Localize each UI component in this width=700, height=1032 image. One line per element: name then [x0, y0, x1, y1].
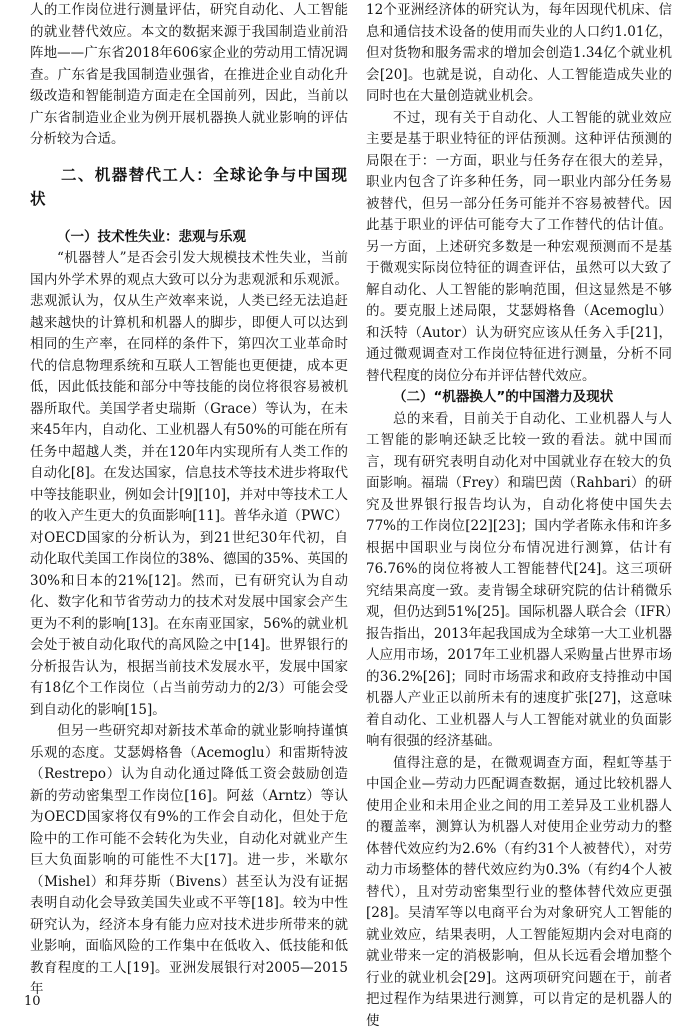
left-paragraph-0: 人的工作岗位进行测量评估，研究自动化、人工智能的就业替代效应。本文的数据来源于我国制造业前沿阵地——广东省2018年606家企业的劳动用工情况调查。广东省是我国制造业强省，在推进企业自动化升级改造和智能制造方面走在全国前列，因此，当前以广东省制造业企业为例开展机器换人就业影响的评估分析较为合适。 [30, 0, 348, 151]
left-paragraph-2: 但另一些研究却对新技术革命的就业影响持谨慎乐观的态度。艾瑟姆格鲁（Acemoglu）和雷斯特波（Restrepo）认为自动化通过降低工资会鼓励创造新的劳动密集型工作岗位[16]。阿兹（Arntz）等认为OECD国家将仅有9%的工作会自动化，但处于危险中的工作可能不会转化为失业，自动化对就业产生巨大负面影响的可能性不大[17]。进一步，米歇尔（Mishel）和拜芬斯（Bivens）甚至认为没有证据表明自动化会导致美国失业或不平等[18]。较为中性研究认为，经济本身有能力应对技术进步所带来的就业影响，面临风险的工作集中在低收入、低技能和低教育程度的工人[19]。亚洲发展银行对2005—2015年 [30, 721, 348, 1001]
right-paragraph-2: 总的来看，目前关于自动化、工业机器人与人工智能的影响还缺乏比较一致的看法。就中国而言，现有研究表明自动化对中国就业存在较大的负面影响。福瑞（Frey）和瑞巴茵（Rahbari）的研究及世界银行报告均认为，自动化将使中国失去77%的工作岗位[22][23]；国内学者陈永伟和许多根据中国职业与岗位分布情况进行测算，估计有76.76%的岗位将被人工智能替代[24]。这三项研究结果高度一致。麦肯锡全球研究院的估计稍微乐观，但仍达到51%[25]。国际机器人联合会（IFR）报告指出，2013年起我国成为全球第一大工业机器人应用市场，2017年工业机器人采购量占世界市场的36.2%[26]；同时市场需求和政府支持推动中国机器人产业正以前所未有的速度扩张[27]，这意味着自动化、工业机器人与人工智能对就业的负面影响有很强的经济基础。 [366, 409, 672, 753]
page-number: 10 [24, 994, 41, 1009]
section-heading: 二、机器替代工人：全球论争与中国现状 [30, 163, 348, 211]
left-column [30, 0, 348, 1001]
subsection-heading-2: （二）“机器换人”的中国潜力及现状 [366, 387, 672, 409]
subsection-heading-1: （一）技术性失业：悲观与乐观 [30, 227, 348, 249]
right-paragraph-3: 值得注意的是，在微观调查方面，程虹等基于中国企业—劳动力匹配调查数据，通过比较机器人使用企业和未用企业之间的用工差异及工业机器人的覆盖率，测算认为机器人对使用企业劳动力的整体替代效应约为2.6%（有约31个人被替代），对劳动力市场整体的替代效应约为0.3%（有约4个人被替代），且对劳动密集型行业的整体替代效应更强[28]。吴清军等以电商平台为对象研究人工智能的就业效应，结果表明，人工智能短期内会对电商的就业带来一定的消极影响，但从长远看会增加整个行业的就业机会[29]。这两项研究问题在于，前者把过程作为结果进行测算，可以肯定的是机器人的使 [366, 753, 672, 1032]
right-column [366, 0, 672, 1032]
left-paragraph-1: “机器替人”是否会引发大规模技术性失业，当前国内外学术界的观点大致可以分为悲观派和乐观派。悲观派认为，仅从生产效率来说，人类已经无法追赶越来越快的计算机和机器人的脚步，即便人可以达到相同的生产率，在同样的条件下，第四次工业革命时代的信息物理系统和互联人工智能也更便捷，成本更低，因此低技能和部分中等技能的岗位将很容易被机器所取代。美国学者史瑞斯（Grace）等认为，在未来45年内，自动化、工业机器人有50%的可能在所有任务中超越人类，并在120年内实现所有人类工作的自动化[8]。在发达国家，信息技术等技术进步将取代中等技能职业，例如会计[9][10]，并对中等技术工人的收入产生更大的负面影响[11]。普华永道（PWC）对OECD国家的分析认为，到21世纪30年代初，自动化取代美国工作岗位的38%、德国的35%、英国的30%和日本的21%[12]。然而，已有研究认为自动化、数字化和节省劳动力的技术对发展中国家会产生更为不利的影响[13]。在东南亚国家，56%的就业机会处于被自动化取代的高风险之中[14]。世界银行的分析报告认为，根据当前技术发展水平，发展中国家有18亿个工作岗位（占当前劳动力的2/3）可能会受到自动化的影响[15]。 [30, 248, 348, 721]
right-paragraph-0: 12个亚洲经济体的研究认为，每年因现代机床、信息和通信技术设备的使用而失业的人口约1.01亿，但对货物和服务需求的增加会创造1.34亿个就业机会[20]。也就是说，自动化、人工智能造成失业的同时也在大量创造就业机会。 [366, 0, 672, 108]
right-paragraph-1: 不过，现有关于自动化、人工智能的就业效应主要是基于职业特征的评估预测。这种评估预测的局限在于：一方面，职业与任务存在很大的差异，职业内包含了许多种任务，同一职业内部分任务易被替代，但另一部分任务可能并不容易被替代。因此基于职业的评估可能夸大了工作替代的估计值。另一方面，上述研究多数是一种宏观预测而不是基于微观实际岗位特征的调查评估，虽然可以大致了解自动化、人工智能的影响范围，但这显然是不够的。要克服上述局限，艾瑟姆格鲁（Acemoglu）和沃特（Autor）认为研究应该从任务入手[21]，通过微观调查对工作岗位特征进行测量，分析不同替代程度的岗位分布并评估替代效应。 [366, 108, 672, 388]
